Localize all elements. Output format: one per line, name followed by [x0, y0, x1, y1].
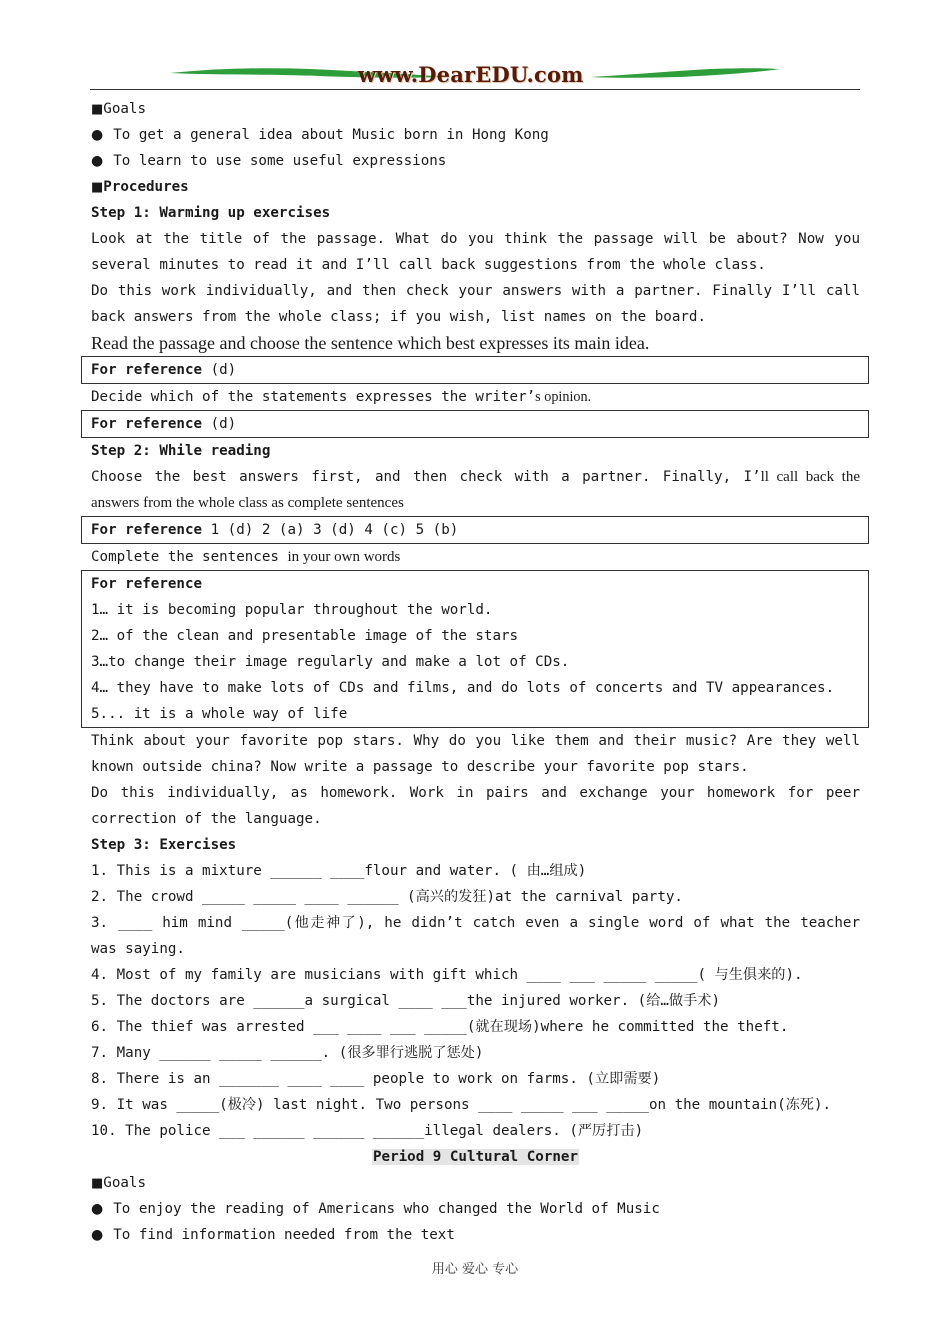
- reference-answer: (d): [210, 416, 237, 432]
- step2-heading: Step 2: While reading: [91, 443, 271, 459]
- bullet-icon: ●: [91, 153, 104, 169]
- page-footer: 用心 爱心 专心: [431, 1262, 519, 1277]
- reference-box: [81, 356, 869, 384]
- goal-item: ● To get a general idea about Music born in Hong Kong: [91, 127, 549, 143]
- exercise-item: 5. The doctors are ______a surgical ____ ___the injured worker. (给…做手术): [91, 993, 721, 1009]
- reference-sentence: 3…to change their image regularly and make a lot of CDs.: [91, 654, 570, 670]
- step2-paragraph-line: Do this individually, as homework. Work in pairs and exchange your homework for peer: [91, 785, 860, 801]
- task-instruction: Decide which of the statements expresses the writer’s opinion.: [91, 389, 592, 405]
- reference-box: [81, 410, 869, 438]
- step1-paragraph-line: back answers from the whole class; if you wish, list names on the board.: [91, 309, 706, 325]
- exercise-item: 8. There is an _______ ____ ____ people to work on farms. (立即需要): [91, 1071, 661, 1087]
- step2-paragraph-line: Think about your favorite pop stars. Why do you like them and their music? Are they well: [91, 733, 860, 749]
- task-instruction: Read the passage and choose the sentence which best expresses its main idea.: [91, 333, 650, 353]
- square-bullet-icon: ■: [91, 1176, 104, 1191]
- reference-label: For reference: [91, 576, 203, 592]
- task-instruction: Complete the sentences in your own words: [91, 549, 401, 565]
- reference-label: For reference: [91, 362, 203, 378]
- exercise-item: 6. The thief was arrested ___ ____ ___ _____(就在现场)where he committed the theft.: [91, 1019, 789, 1035]
- site-logo[interactable]: www.DearEDU.com: [358, 62, 584, 87]
- goals-heading: ■Goals: [91, 101, 147, 117]
- header-rule: [90, 89, 860, 90]
- green-swoosh-right-icon: [590, 66, 780, 80]
- reference-answer: (d): [210, 362, 237, 378]
- step2-paragraph-line: correction of the language.: [91, 811, 322, 827]
- step1-paragraph-line: Do this work individually, and then check your answers with a partner. Finally I’ll call: [91, 283, 860, 299]
- page-header: [90, 58, 860, 90]
- reference-box-sentences: [81, 570, 869, 728]
- bullet-icon: ●: [91, 1201, 104, 1217]
- exercise-item: 2. The crowd _____ _____ ____ ______ (高兴的发狂)at the carnival party.: [91, 889, 683, 905]
- step1-heading: Step 1: Warming up exercises: [91, 205, 331, 221]
- goal-item: ● To learn to use some useful expressions: [91, 153, 447, 169]
- reference-label: For reference: [91, 522, 203, 538]
- exercise-item: 3. ____ him mind _____(他走神了), he didn’t catch even a single word of what the teacher: [91, 915, 860, 931]
- goal-item: ● To enjoy the reading of Americans who changed the World of Music: [91, 1201, 660, 1217]
- reference-answers: 1 (d) 2 (a) 3 (d) 4 (c) 5 (b): [210, 522, 459, 538]
- document-body: [91, 96, 860, 1248]
- period-title: Period 9 Cultural Corner: [373, 1149, 578, 1165]
- exercise-item: 10. The police ___ ______ ______ ______illegal dealers. (严厉打击): [91, 1123, 644, 1139]
- reference-label: For reference: [91, 416, 203, 432]
- exercise-item-continued: was saying.: [91, 941, 185, 957]
- step2-paragraph-line: Choose the best answers first, and then check with a partner. Finally, I’ll call back the: [91, 469, 860, 485]
- reference-sentence: 1… it is becoming popular throughout the world.: [91, 602, 493, 618]
- step2-paragraph-line: answers from the whole class as complete sentences: [91, 495, 404, 511]
- reference-sentence: 5... it is a whole way of life: [91, 706, 348, 722]
- reference-box: [81, 516, 869, 544]
- square-bullet-icon: ■: [91, 180, 104, 195]
- step1-paragraph-line: Look at the title of the passage. What do you think the passage will be about? Now you: [91, 231, 860, 247]
- exercise-item: 7. Many ______ _____ ______. (很多罪行逃脱了惩处): [91, 1045, 484, 1061]
- exercise-item: 1. This is a mixture ______ ____flour and water. ( 由…组成): [91, 863, 587, 879]
- reference-sentence: 2… of the clean and presentable image of the stars: [91, 628, 519, 644]
- procedures-heading: ■Procedures: [91, 179, 189, 195]
- bullet-icon: ●: [91, 127, 104, 143]
- exercise-item: 4. Most of my family are musicians with gift which ____ ___ _____ _____( 与生俱来的).: [91, 967, 803, 983]
- goal-item: ● To find information needed from the text: [91, 1227, 455, 1243]
- step2-paragraph-line: known outside china? Now write a passage to describe your favorite pop stars.: [91, 759, 749, 775]
- goals-heading: ■Goals: [91, 1175, 147, 1191]
- step3-heading: Step 3: Exercises: [91, 837, 237, 853]
- square-bullet-icon: ■: [91, 102, 104, 117]
- exercise-item: 9. It was _____(极冷) last night. Two persons ____ _____ ___ _____on the mountain(冻死).: [91, 1097, 832, 1113]
- bullet-icon: ●: [91, 1227, 104, 1243]
- reference-sentence: 4… they have to make lots of CDs and films, and do lots of concerts and TV appearances.: [91, 680, 835, 696]
- step1-paragraph-line: several minutes to read it and I’ll call back suggestions from the whole class.: [91, 257, 766, 273]
